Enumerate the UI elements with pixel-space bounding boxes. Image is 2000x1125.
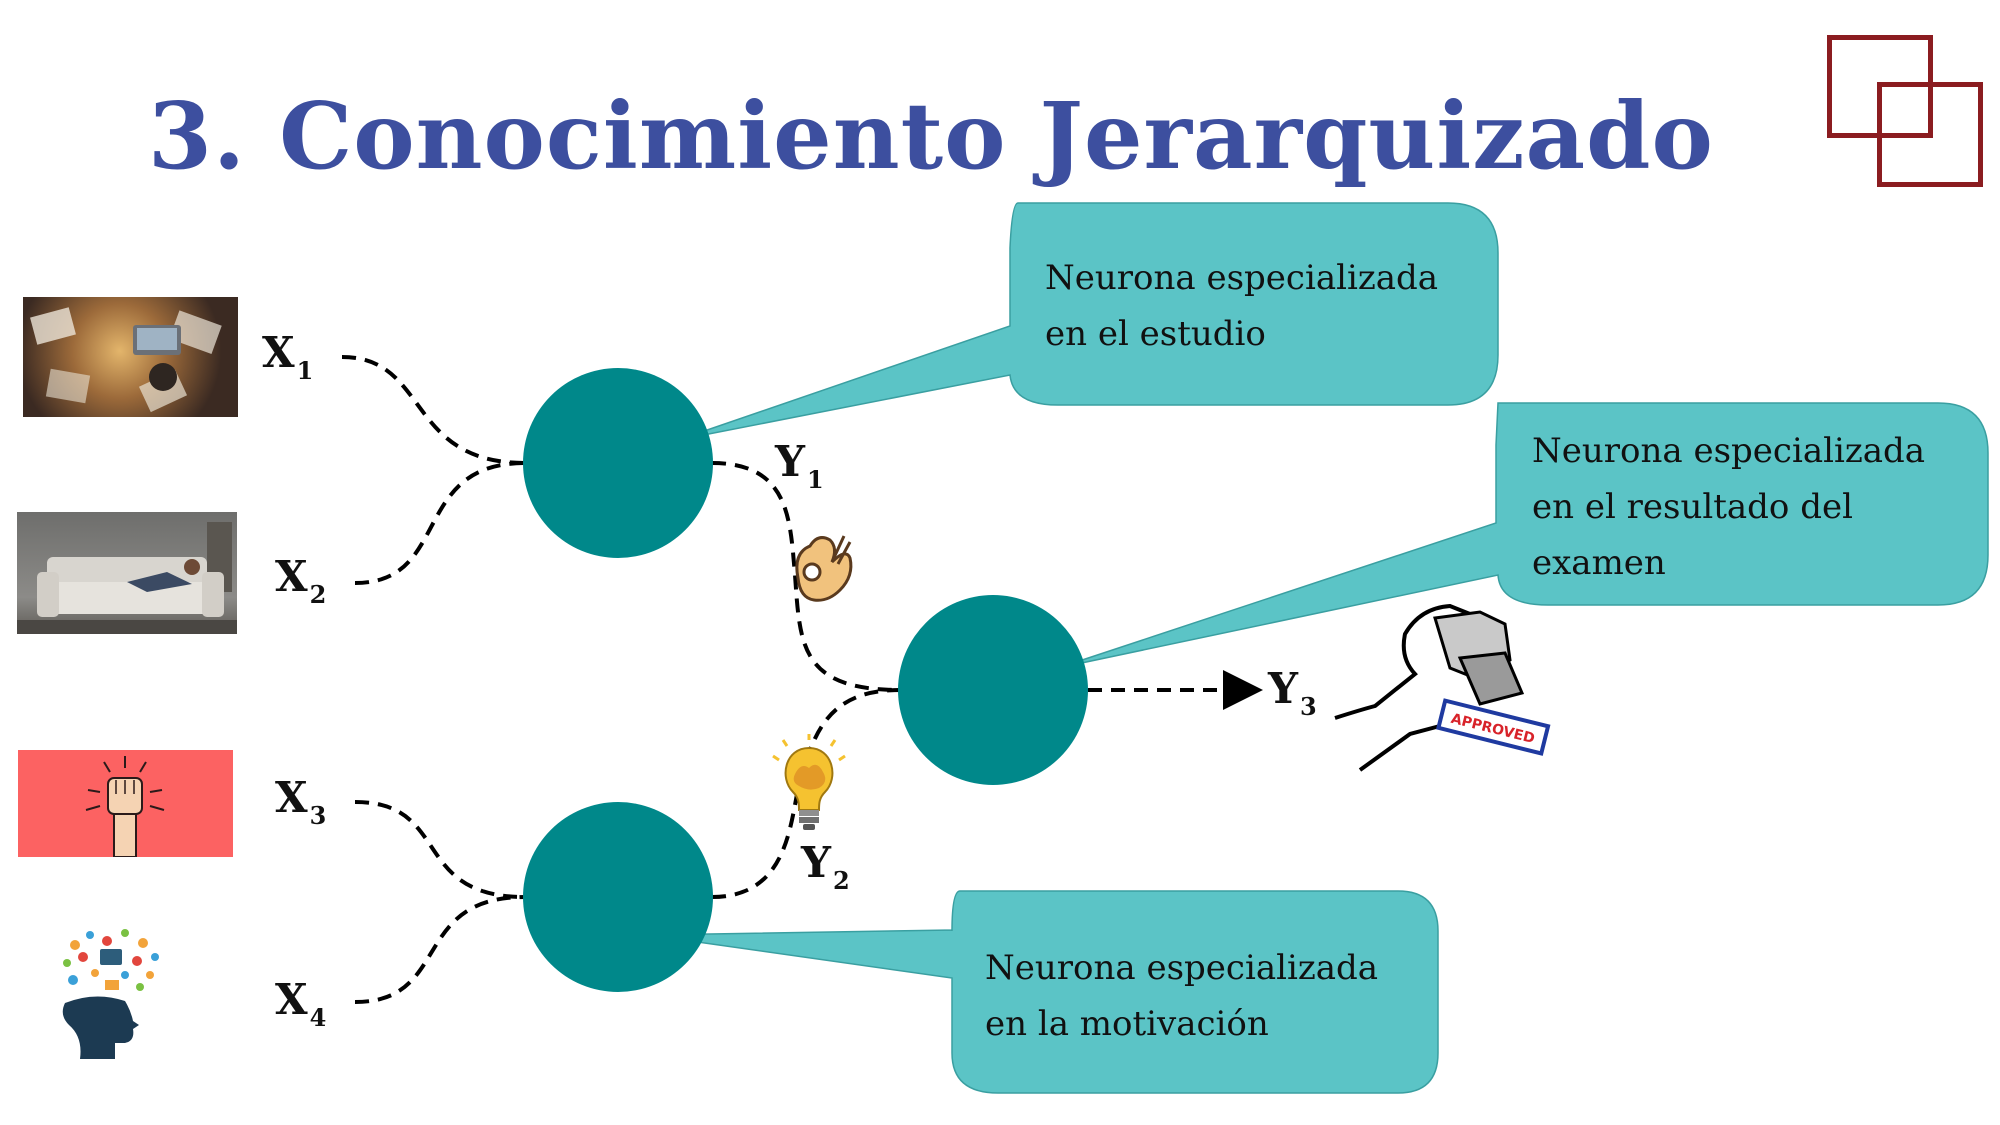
callout-study-text: Neurona especializada en el estudio [1045,258,1439,354]
input-label-x2: $X_2$ [275,552,327,609]
input-label-x1: $X_1$ [262,328,314,385]
neuron-exam [898,595,1088,785]
neuron-motivation [523,802,713,992]
lightbulb-brain-icon [773,734,845,830]
output-label-y1: $Y_1$ [775,437,824,494]
output-label-y3: $Y_3$ [1268,664,1317,721]
callout-exam-text: Neurona especializada en el resultado del examen [1532,431,1926,583]
neuron-study [523,368,713,558]
stamp-label: APPROVED [1449,710,1537,748]
output-label-y2: $Y_2$ [801,838,850,895]
edge-x1-n1 [342,357,525,463]
approved-stamp-icon [1335,606,1548,770]
page-title: 3. Conocimiento Jerarquizado [148,82,1714,190]
input-label-x4: $X_4$ [275,975,327,1032]
callout-motivation-text: Neurona especializada en la motivación [985,948,1379,1044]
input-label-x3: $X_3$ [275,773,327,830]
edge-x4-n2 [355,897,525,1002]
edge-x2-n1 [355,463,525,583]
edge-x3-n2 [355,802,525,897]
ok-hand-icon [797,536,851,600]
